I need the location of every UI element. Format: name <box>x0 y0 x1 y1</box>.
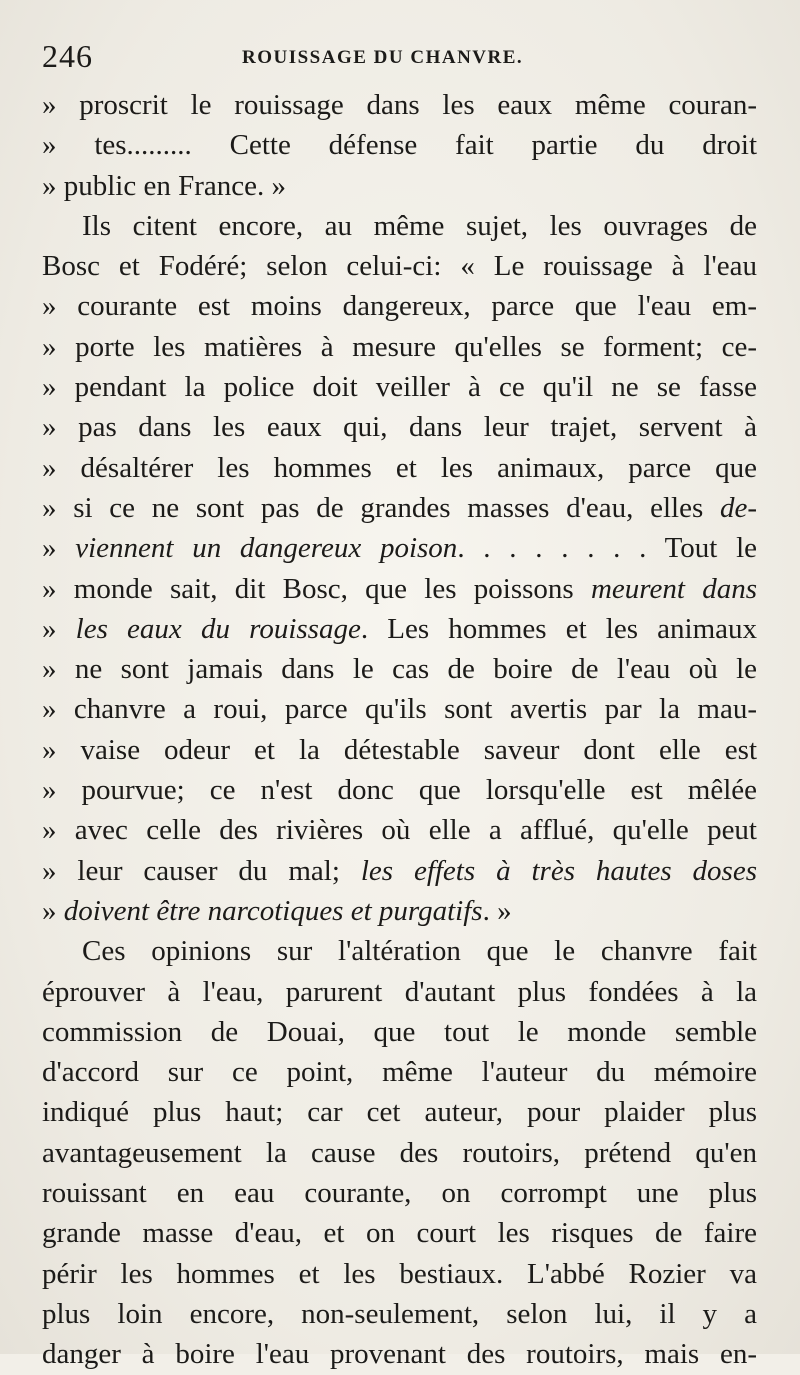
text-line: indiqué plus haut; car cet auteur, pour plaider plus <box>42 1096 757 1129</box>
text-line: » chanvre a roui, parce qu'ils sont avertis par la mau- <box>42 693 757 726</box>
text-line: Bosc et Fodéré; selon celui-ci: « Le rouissage à l'eau <box>42 250 757 283</box>
running-head: ROUISSAGE DU CHANVRE. <box>242 47 524 68</box>
text-line: » viennent un dangereux poison. . . . . . . . Tout le <box>42 532 757 565</box>
text-line: » leur causer du mal; les effets à très hautes doses <box>42 854 757 887</box>
text-line: » désaltérer les hommes et les animaux, parce que <box>42 451 757 484</box>
text-line: grande masse d'eau, et on court les risques de faire <box>42 1217 757 1250</box>
italic-fragment: doivent être narcotiques et purgatifs <box>63 894 483 927</box>
text-line: » avec celle des rivières où elle a afflué, qu'elle peut <box>42 814 757 847</box>
text-line: danger à boire l'eau provenant des routoirs, mais en- <box>42 1338 757 1371</box>
text-line: » pourvue; ce n'est donc que lorsqu'elle est mêlée <box>42 774 757 807</box>
text-line: » monde sait, dit Bosc, que les poissons meurent dans <box>42 572 757 605</box>
text-line: d'accord sur ce point, même l'auteur du mémoire <box>42 1056 757 1089</box>
italic-fragment: les effets à très hautes doses <box>360 854 757 887</box>
italic-fragment: meurent dans <box>590 572 757 605</box>
text-line: » courante est moins dangereux, parce que l'eau em- <box>42 290 757 323</box>
text-line: » pas dans les eaux qui, dans leur trajet, servent à <box>42 411 757 444</box>
text-line: périr les hommes et les bestiaux. L'abbé Rozier va <box>42 1257 757 1290</box>
text-line: » si ce ne sont pas de grandes masses d'eau, elles de- <box>42 491 757 524</box>
text-line: » porte les matières à mesure qu'elles se forment; ce- <box>42 330 757 363</box>
italic-fragment: viennent un dangereux poison <box>75 532 458 565</box>
text-line: » pendant la police doit veiller à ce qu'il ne se fasse <box>42 371 757 404</box>
text-line: Ces opinions sur l'altération que le chanvre fait <box>82 935 757 968</box>
body-text <box>42 85 757 1375</box>
text-line: commission de Douai, que tout le monde semble <box>42 1015 757 1048</box>
text-line: avantageusement la cause des routoirs, prétend qu'en <box>42 1136 757 1169</box>
text-line: » vaise odeur et la détestable saveur dont elle est <box>42 733 757 766</box>
text-line: » doivent être narcotiques et purgatifs. » <box>42 894 512 927</box>
text-line: » proscrit le rouissage dans les eaux même couran- <box>42 89 757 121</box>
text-line: rouissant en eau courante, on corrompt une plus <box>42 1177 757 1210</box>
text-line: » public en France. » <box>42 169 287 202</box>
text-line: » tes......... Cette défense fait partie du droit <box>42 129 757 162</box>
text-line: Ils citent encore, au même sujet, les ouvrages de <box>82 209 757 242</box>
text-line: » ne sont jamais dans le cas de boire de l'eau où le <box>42 653 757 686</box>
text-line: » les eaux du rouissage. Les hommes et les animaux <box>42 612 757 645</box>
text-line: éprouver à l'eau, parurent d'autant plus fondées à la <box>42 975 757 1008</box>
page-number: 246 <box>42 38 93 74</box>
page-header <box>42 38 757 78</box>
italic-fragment: les eaux du rouissage <box>75 612 361 645</box>
text-line: plus loin encore, non-seulement, selon lui, il y a <box>42 1297 757 1330</box>
italic-fragment: de- <box>719 491 757 524</box>
